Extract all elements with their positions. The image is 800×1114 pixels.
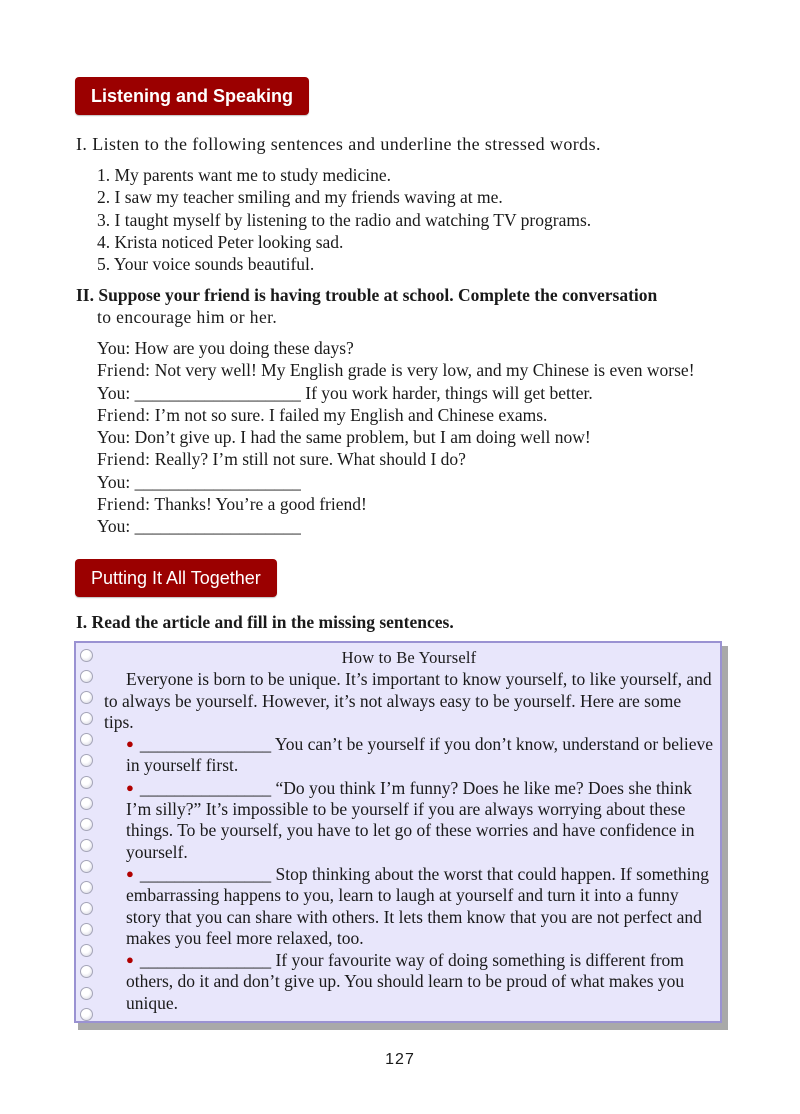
answer-blank[interactable]: ___________________ [134,471,301,492]
answer-blank[interactable]: ___________________ [134,516,301,537]
tip-item [104,733,714,777]
speaker: Friend: [97,449,151,470]
speaker: You: [97,516,131,537]
ring-icon [80,944,93,957]
speaker: You: [97,427,131,448]
dialogue-line [97,359,695,381]
sentence-item: 3. I taught myself by listening to the radio and watching TV programs. [97,209,592,230]
sentence-item: 4. Krista noticed Peter looking sad. [97,231,344,252]
article-title: How to Be Yourself [341,648,477,667]
bullet-icon: ● [126,865,134,881]
tip-text[interactable]: _______________ “Do you think I’m funny? Does he like me? Does she think I’m silly?” It’s impossible to be yourself if you are always worrying about these things. To be yourself, you have to let go of these worries and have confidence in yourself. [126,777,695,862]
tip-text[interactable]: _______________ Stop thinking about the worst that could happen. If something embarrassing happens to you, learn to laugh at yourself and turn it into a funny story that you can share with others. It lets them know that you are not perfect and makes you feel more relaxed, too. [126,863,710,948]
line-text: Not very well! My English grade is very low, and my Chinese is even worse! [154,360,695,381]
dialogue-line [97,382,695,404]
ring-icon [80,670,93,683]
section-tab-listening-speaking: Listening and Speaking [75,77,309,115]
ring-icon [80,754,93,767]
tip-text[interactable]: _______________ If your favourite way of doing something is different from others, do it and don’t give up. You should learn to be proud of what makes you unique. [126,950,685,1013]
speaker: You: [97,382,131,403]
ring-icon [80,987,93,1000]
dialogue-line [97,448,695,470]
ring-icon [80,733,93,746]
ring-icon [80,923,93,936]
dialogue-line [97,471,695,493]
ring-icon [80,881,93,894]
speaker: You: [97,471,131,492]
tip-text[interactable]: _______________ You can’t be yourself if you don’t know, understand or believe in yourself first. [126,734,714,776]
part1-instruction: I. Listen to the following sentences and underline the stressed words. [76,134,601,154]
dialogue-line [97,515,695,537]
bullet-icon: ● [126,779,134,795]
bullet-icon: ● [126,952,134,968]
ring-icon [80,860,93,873]
sentence-item: 2. I saw my teacher smiling and my friends waving at me. [97,187,503,208]
bullet-icon: ● [126,736,134,752]
sentence-item: 1. My parents want me to study medicine. [97,165,392,185]
ring-icon [80,965,93,978]
article-instruction: I. Read the article and fill in the missing sentences. [76,612,454,632]
dialogue-line [97,493,695,515]
section-tab-putting-together: Putting It All Together [75,559,277,597]
ring-icon [80,839,93,852]
speaker: Friend: [97,494,151,515]
dialogue-line [97,404,695,426]
speaker: Friend: [97,360,151,381]
ring-icon [80,902,93,915]
article-box [74,641,722,1023]
ring-icon [80,712,93,725]
ring-icon [80,818,93,831]
ring-icon [80,797,93,810]
article-body [104,647,714,1014]
ring-icon [80,776,93,789]
dialogue [97,337,695,538]
tip-item [104,949,714,1014]
dialogue-line [97,337,695,359]
dialogue-line [97,426,695,448]
part2-instruction-cont: to encourage him or her. [97,307,278,327]
line-text: Thanks! You’re a good friend! [154,494,367,515]
sentence-list [97,164,591,275]
notebook-rings [80,649,96,1029]
line-text-with-blank[interactable]: ___________________ If you work harder, things will get better. [134,382,593,403]
speaker: You: [97,338,131,358]
tip-item [104,863,714,949]
speaker: Friend: [97,404,151,425]
line-text: Don’t give up. I had the same problem, but I am doing well now! [134,427,591,448]
article-intro: Everyone is born to be unique. It’s important to know yourself, to like yourself, and to always be yourself. However, it’s not always easy to be yourself. Here are some tips. [104,669,712,732]
page-number: 127 [385,1051,415,1068]
line-text: How are you doing these days? [134,338,354,358]
ring-icon [80,649,93,662]
line-text: I’m not so sure. I failed my English and Chinese exams. [154,404,548,425]
ring-icon [80,691,93,704]
ring-icon [80,1008,93,1021]
tip-item [104,777,714,863]
sentence-item: 5. Your voice sounds beautiful. [97,254,315,275]
line-text: Really? I’m still not sure. What should I do? [154,449,466,470]
part2-instruction: II. Suppose your friend is having trouble at school. Complete the conversation [76,285,658,305]
